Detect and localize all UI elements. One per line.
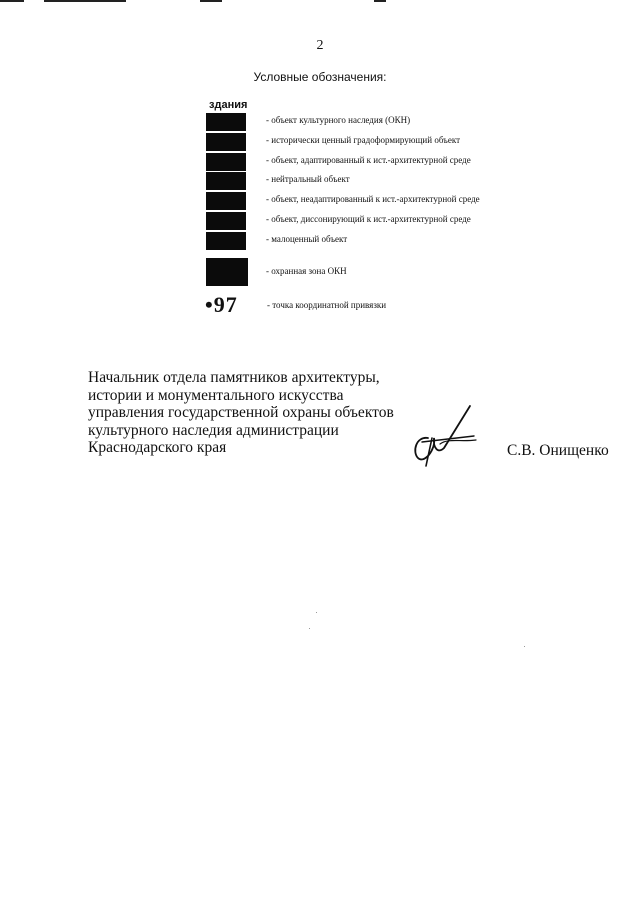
legend-buildings-label: здания xyxy=(209,99,248,111)
scan-rule xyxy=(44,0,126,2)
signatory-title-line: Начальник отдела памятников архитектуры, xyxy=(88,369,380,386)
legend-label: - объект, неадаптированный к ист.-архитектурной среде xyxy=(266,194,480,204)
legend-label: - охранная зона ОКН xyxy=(266,266,347,276)
legend-label: - нейтральный объект xyxy=(266,174,350,184)
signatory-title-line: управления государственной охраны объектов xyxy=(88,404,394,421)
scan-rule xyxy=(200,0,222,2)
legend-swatch xyxy=(206,232,246,250)
scan-speck xyxy=(309,628,310,629)
signatory-title-line: истории и монументального искусства xyxy=(88,386,344,404)
legend-label: - объект, диссонирующий к ист.-архитектурной среде xyxy=(266,214,471,224)
handwritten-signature xyxy=(404,402,484,474)
legend-label: - малоценный объект xyxy=(266,234,348,244)
signatory-title xyxy=(88,369,428,457)
signatory-name: С.В. Онищенко xyxy=(507,442,609,459)
legend-label: - исторически ценный градоформирующий объект xyxy=(266,135,461,145)
scan-speck xyxy=(316,612,317,613)
legend-swatch xyxy=(206,133,246,151)
scan-rule xyxy=(374,0,386,2)
coordinate-point-marker: •97 xyxy=(205,292,238,317)
legend-label: - точка координатной привязки xyxy=(267,300,387,310)
legend-swatch xyxy=(206,212,246,230)
legend-label: - объект культурного наследия (ОКН) xyxy=(266,115,411,125)
legend-swatch xyxy=(206,192,246,210)
scan-rule xyxy=(0,0,24,2)
legend-swatch xyxy=(206,113,246,131)
legend-swatch xyxy=(206,172,246,190)
legend-label: - объект, адаптированный к ист.-архитектурной среде xyxy=(266,155,471,165)
legend-title: Условные обозначения: xyxy=(253,70,387,84)
scan-speck xyxy=(524,646,525,647)
signatory-title-line: культурного наследия администрации xyxy=(88,421,339,439)
signatory-title-line: Краснодарского края xyxy=(88,439,227,456)
legend-swatch-zone xyxy=(206,258,248,286)
legend-swatch xyxy=(206,153,246,171)
page-number: 2 xyxy=(316,38,324,53)
